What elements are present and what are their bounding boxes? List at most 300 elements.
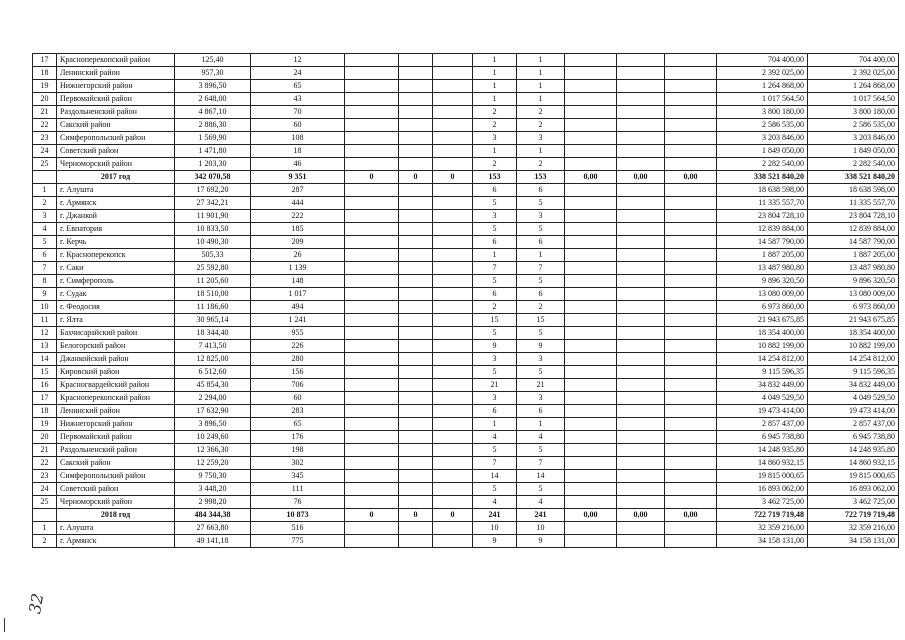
amount-value: 3 203 846,00 — [717, 132, 808, 145]
row-number: 17 — [33, 54, 57, 67]
total-amount-value: 16 893 062,00 — [808, 483, 899, 496]
total-amount-value: 13 487 980,80 — [808, 262, 899, 275]
table-row — [33, 236, 899, 249]
col-9-value: 14 — [517, 470, 565, 483]
col-12-value — [665, 288, 717, 301]
table-row — [33, 132, 899, 145]
area-value: 10 249,60 — [175, 431, 251, 444]
col-8-value: 1 — [473, 93, 517, 106]
amount-value: 18 354 400,00 — [717, 327, 808, 340]
count-value: 706 — [251, 379, 345, 392]
table-row — [33, 145, 899, 158]
count-value: 226 — [251, 340, 345, 353]
col-11-value — [617, 314, 665, 327]
row-name: Джанкойский район — [57, 353, 175, 366]
count-value: 9 351 — [251, 171, 345, 184]
col-10-value — [565, 522, 617, 535]
total-amount-value: 6 973 860,00 — [808, 301, 899, 314]
col-11-value — [617, 288, 665, 301]
col-7-value — [433, 210, 473, 223]
col-8-value: 1 — [473, 249, 517, 262]
amount-value: 18 638 598,00 — [717, 184, 808, 197]
col-5-value — [345, 418, 399, 431]
col-6-value — [399, 496, 433, 509]
table-row — [33, 184, 899, 197]
table-row — [33, 106, 899, 119]
col-5-value — [345, 496, 399, 509]
col-9-value: 7 — [517, 457, 565, 470]
col-12-value — [665, 327, 717, 340]
count-value: 108 — [251, 132, 345, 145]
table-row — [33, 535, 899, 548]
col-11-value — [617, 223, 665, 236]
amount-value: 1 264 868,00 — [717, 80, 808, 93]
count-value: 26 — [251, 249, 345, 262]
amount-value: 14 254 812,00 — [717, 353, 808, 366]
col-9-value: 5 — [517, 483, 565, 496]
col-7-value — [433, 418, 473, 431]
margin-tick-mark — [4, 618, 5, 632]
count-value: 209 — [251, 236, 345, 249]
total-amount-value: 338 521 840,20 — [808, 171, 899, 184]
col-7-value — [433, 392, 473, 405]
col-6-value — [399, 93, 433, 106]
col-10-value — [565, 80, 617, 93]
area-value: 9 750,30 — [175, 470, 251, 483]
col-6-value — [399, 418, 433, 431]
col-9-value: 1 — [517, 93, 565, 106]
row-number: 19 — [33, 80, 57, 93]
col-6-value — [399, 145, 433, 158]
table-row — [33, 496, 899, 509]
area-value: 45 854,30 — [175, 379, 251, 392]
col-12-value — [665, 158, 717, 171]
total-amount-value: 9 115 596,35 — [808, 366, 899, 379]
col-12-value — [665, 314, 717, 327]
amount-value: 3 462 725,00 — [717, 496, 808, 509]
area-value: 49 141,18 — [175, 535, 251, 548]
col-12-value — [665, 379, 717, 392]
col-7-value — [433, 184, 473, 197]
total-amount-value: 34 158 131,00 — [808, 535, 899, 548]
col-10-value — [565, 340, 617, 353]
col-7-value — [433, 340, 473, 353]
area-value: 342 070,58 — [175, 171, 251, 184]
col-6-value — [399, 392, 433, 405]
col-5-value: 0 — [345, 171, 399, 184]
total-amount-value: 23 804 728,10 — [808, 210, 899, 223]
col-12-value — [665, 210, 717, 223]
row-number: 18 — [33, 405, 57, 418]
row-number: 17 — [33, 392, 57, 405]
row-name: г. Саки — [57, 262, 175, 275]
col-9-value: 3 — [517, 132, 565, 145]
col-11-value — [617, 249, 665, 262]
col-5-value — [345, 483, 399, 496]
col-7-value — [433, 457, 473, 470]
area-value: 12 259,20 — [175, 457, 251, 470]
col-10-value — [565, 249, 617, 262]
col-9-value: 153 — [517, 171, 565, 184]
col-6-value — [399, 158, 433, 171]
row-number: 14 — [33, 353, 57, 366]
amount-value: 32 359 216,00 — [717, 522, 808, 535]
col-12-value — [665, 249, 717, 262]
col-5-value — [345, 522, 399, 535]
col-11-value — [617, 366, 665, 379]
col-8-value: 6 — [473, 184, 517, 197]
area-value: 2 886,30 — [175, 119, 251, 132]
col-7-value — [433, 288, 473, 301]
area-value: 25 592,80 — [175, 262, 251, 275]
col-6-value: 0 — [399, 509, 433, 522]
col-5-value — [345, 158, 399, 171]
col-5-value — [345, 93, 399, 106]
col-12-value — [665, 119, 717, 132]
row-name: 2018 год — [57, 509, 175, 522]
col-11-value — [617, 67, 665, 80]
col-11-value — [617, 80, 665, 93]
col-10-value — [565, 314, 617, 327]
col-12-value — [665, 93, 717, 106]
col-12-value — [665, 353, 717, 366]
amount-value: 722 719 719,48 — [717, 509, 808, 522]
table-total-row — [33, 171, 899, 184]
col-11-value — [617, 353, 665, 366]
col-6-value — [399, 197, 433, 210]
table-row — [33, 353, 899, 366]
col-5-value — [345, 54, 399, 67]
col-5-value — [345, 210, 399, 223]
amount-value: 1 849 050,00 — [717, 145, 808, 158]
count-value: 111 — [251, 483, 345, 496]
handwritten-page-number: 32 — [25, 591, 48, 616]
col-9-value: 6 — [517, 184, 565, 197]
row-name: Нижнегорский район — [57, 418, 175, 431]
row-number: 23 — [33, 470, 57, 483]
col-8-value: 1 — [473, 54, 517, 67]
col-8-value: 7 — [473, 262, 517, 275]
col-5-value — [345, 405, 399, 418]
row-name: Черноморский район — [57, 496, 175, 509]
table-row — [33, 327, 899, 340]
col-10-value — [565, 431, 617, 444]
area-value: 1 203,30 — [175, 158, 251, 171]
amount-value: 2 282 540,00 — [717, 158, 808, 171]
row-name: Кировский район — [57, 366, 175, 379]
col-6-value — [399, 366, 433, 379]
area-value: 27 663,80 — [175, 522, 251, 535]
col-5-value — [345, 145, 399, 158]
count-value: 10 873 — [251, 509, 345, 522]
col-9-value: 6 — [517, 236, 565, 249]
total-amount-value: 3 203 846,00 — [808, 132, 899, 145]
col-10-value: 0,00 — [565, 509, 617, 522]
count-value: 198 — [251, 444, 345, 457]
col-10-value — [565, 366, 617, 379]
amount-value: 3 800 180,00 — [717, 106, 808, 119]
col-10-value — [565, 236, 617, 249]
col-11-value — [617, 184, 665, 197]
col-9-value: 2 — [517, 119, 565, 132]
amount-value: 4 049 529,50 — [717, 392, 808, 405]
col-9-value: 241 — [517, 509, 565, 522]
col-12-value — [665, 80, 717, 93]
col-7-value — [433, 275, 473, 288]
col-9-value: 5 — [517, 275, 565, 288]
col-5-value — [345, 392, 399, 405]
area-value: 11 901,90 — [175, 210, 251, 223]
table-row — [33, 340, 899, 353]
area-value: 4 867,10 — [175, 106, 251, 119]
amount-value: 16 893 062,00 — [717, 483, 808, 496]
row-number: 11 — [33, 314, 57, 327]
row-number — [33, 171, 57, 184]
col-11-value — [617, 327, 665, 340]
total-amount-value: 2 857 437,00 — [808, 418, 899, 431]
amount-value: 704 400,00 — [717, 54, 808, 67]
col-5-value — [345, 457, 399, 470]
col-7-value — [433, 522, 473, 535]
amount-value: 19 815 000,65 — [717, 470, 808, 483]
col-7-value — [433, 67, 473, 80]
col-6-value — [399, 483, 433, 496]
col-11-value — [617, 522, 665, 535]
table-row — [33, 405, 899, 418]
col-10-value — [565, 483, 617, 496]
col-10-value — [565, 444, 617, 457]
row-number: 7 — [33, 262, 57, 275]
area-value: 27 342,21 — [175, 197, 251, 210]
area-value: 484 344,38 — [175, 509, 251, 522]
area-value: 125,40 — [175, 54, 251, 67]
col-5-value — [345, 184, 399, 197]
col-8-value: 15 — [473, 314, 517, 327]
table-row — [33, 54, 899, 67]
col-7-value — [433, 470, 473, 483]
col-6-value — [399, 236, 433, 249]
col-7-value — [433, 483, 473, 496]
area-value: 3 896,50 — [175, 80, 251, 93]
row-name: Бахчисарайский район — [57, 327, 175, 340]
col-12-value — [665, 470, 717, 483]
col-12-value — [665, 145, 717, 158]
table-row — [33, 288, 899, 301]
col-10-value — [565, 275, 617, 288]
count-value: 516 — [251, 522, 345, 535]
col-5-value — [345, 223, 399, 236]
count-value: 70 — [251, 106, 345, 119]
row-name: Раздольненский район — [57, 106, 175, 119]
area-value: 11 186,60 — [175, 301, 251, 314]
row-number: 1 — [33, 184, 57, 197]
row-name: Первомайский район — [57, 431, 175, 444]
amount-value: 2 857 437,00 — [717, 418, 808, 431]
col-5-value — [345, 431, 399, 444]
col-8-value: 3 — [473, 353, 517, 366]
row-number: 24 — [33, 145, 57, 158]
col-10-value — [565, 145, 617, 158]
table-row — [33, 431, 899, 444]
col-9-value: 6 — [517, 288, 565, 301]
col-6-value: 0 — [399, 171, 433, 184]
row-number: 15 — [33, 366, 57, 379]
col-11-value — [617, 379, 665, 392]
col-11-value — [617, 418, 665, 431]
col-8-value: 5 — [473, 197, 517, 210]
area-value: 3 448,20 — [175, 483, 251, 496]
col-5-value — [345, 301, 399, 314]
area-value: 17 632,90 — [175, 405, 251, 418]
total-amount-value: 2 586 535,00 — [808, 119, 899, 132]
col-5-value — [345, 535, 399, 548]
row-name: Ленинский район — [57, 405, 175, 418]
col-7-value — [433, 54, 473, 67]
col-7-value — [433, 119, 473, 132]
col-12-value — [665, 405, 717, 418]
table-row — [33, 483, 899, 496]
total-amount-value: 2 282 540,00 — [808, 158, 899, 171]
row-number: 5 — [33, 236, 57, 249]
col-5-value — [345, 106, 399, 119]
col-12-value — [665, 67, 717, 80]
count-value: 775 — [251, 535, 345, 548]
total-amount-value: 14 248 935,80 — [808, 444, 899, 457]
row-name: Нижнегорский район — [57, 80, 175, 93]
col-5-value: 0 — [345, 509, 399, 522]
total-amount-value: 2 392 025,00 — [808, 67, 899, 80]
total-amount-value: 18 354 400,00 — [808, 327, 899, 340]
amount-value: 34 832 449,00 — [717, 379, 808, 392]
table-row — [33, 197, 899, 210]
total-amount-value: 1 849 050,00 — [808, 145, 899, 158]
total-amount-value: 10 882 199,00 — [808, 340, 899, 353]
col-5-value — [345, 288, 399, 301]
col-9-value: 1 — [517, 54, 565, 67]
col-11-value — [617, 262, 665, 275]
col-5-value — [345, 444, 399, 457]
table-row — [33, 314, 899, 327]
col-6-value — [399, 80, 433, 93]
total-amount-value: 14 254 812,00 — [808, 353, 899, 366]
total-amount-value: 3 462 725,00 — [808, 496, 899, 509]
row-number: 19 — [33, 418, 57, 431]
col-6-value — [399, 275, 433, 288]
row-number: 16 — [33, 379, 57, 392]
col-11-value — [617, 93, 665, 106]
table-row — [33, 366, 899, 379]
col-10-value — [565, 210, 617, 223]
col-12-value — [665, 457, 717, 470]
col-11-value — [617, 496, 665, 509]
amount-value: 14 587 790,00 — [717, 236, 808, 249]
col-7-value — [433, 249, 473, 262]
col-6-value — [399, 262, 433, 275]
col-8-value: 7 — [473, 457, 517, 470]
col-7-value: 0 — [433, 171, 473, 184]
col-8-value: 21 — [473, 379, 517, 392]
col-10-value — [565, 119, 617, 132]
col-7-value — [433, 327, 473, 340]
col-9-value: 15 — [517, 314, 565, 327]
col-9-value: 5 — [517, 444, 565, 457]
amount-value: 2 392 025,00 — [717, 67, 808, 80]
col-7-value — [433, 444, 473, 457]
col-5-value — [345, 249, 399, 262]
area-value: 957,30 — [175, 67, 251, 80]
col-12-value — [665, 496, 717, 509]
row-number: 18 — [33, 67, 57, 80]
col-9-value: 5 — [517, 327, 565, 340]
col-11-value: 0,00 — [617, 171, 665, 184]
area-value: 10 490,30 — [175, 236, 251, 249]
table-row — [33, 249, 899, 262]
col-5-value — [345, 327, 399, 340]
row-name: Сакский район — [57, 457, 175, 470]
col-7-value — [433, 93, 473, 106]
row-number: 10 — [33, 301, 57, 314]
row-name: г. Джанкой — [57, 210, 175, 223]
table-row — [33, 223, 899, 236]
count-value: 444 — [251, 197, 345, 210]
col-9-value: 3 — [517, 210, 565, 223]
count-value: 60 — [251, 119, 345, 132]
col-5-value — [345, 353, 399, 366]
col-6-value — [399, 67, 433, 80]
count-value: 283 — [251, 405, 345, 418]
count-value: 955 — [251, 327, 345, 340]
col-12-value — [665, 223, 717, 236]
area-value: 1 471,80 — [175, 145, 251, 158]
total-amount-value: 13 080 009,00 — [808, 288, 899, 301]
row-number: 1 — [33, 522, 57, 535]
count-value: 60 — [251, 392, 345, 405]
col-8-value: 3 — [473, 392, 517, 405]
row-name: Черноморский район — [57, 158, 175, 171]
table-total-row — [33, 509, 899, 522]
col-8-value: 2 — [473, 301, 517, 314]
col-9-value: 1 — [517, 67, 565, 80]
table-row — [33, 522, 899, 535]
col-6-value — [399, 119, 433, 132]
row-number: 12 — [33, 327, 57, 340]
total-amount-value: 4 049 529,50 — [808, 392, 899, 405]
col-7-value — [433, 496, 473, 509]
area-value: 18 510,00 — [175, 288, 251, 301]
col-11-value — [617, 145, 665, 158]
col-10-value — [565, 392, 617, 405]
row-number: 9 — [33, 288, 57, 301]
col-9-value: 7 — [517, 262, 565, 275]
row-name: Красноперекопский район — [57, 392, 175, 405]
count-value: 65 — [251, 80, 345, 93]
count-value: 345 — [251, 470, 345, 483]
table-row — [33, 444, 899, 457]
col-6-value — [399, 132, 433, 145]
col-8-value: 5 — [473, 327, 517, 340]
row-number: 3 — [33, 210, 57, 223]
col-10-value — [565, 54, 617, 67]
row-name: г. Евпатория — [57, 223, 175, 236]
col-5-value — [345, 132, 399, 145]
count-value: 280 — [251, 353, 345, 366]
count-value: 46 — [251, 158, 345, 171]
count-value: 156 — [251, 366, 345, 379]
col-8-value: 2 — [473, 106, 517, 119]
col-8-value: 1 — [473, 67, 517, 80]
count-value: 12 — [251, 54, 345, 67]
col-11-value — [617, 236, 665, 249]
